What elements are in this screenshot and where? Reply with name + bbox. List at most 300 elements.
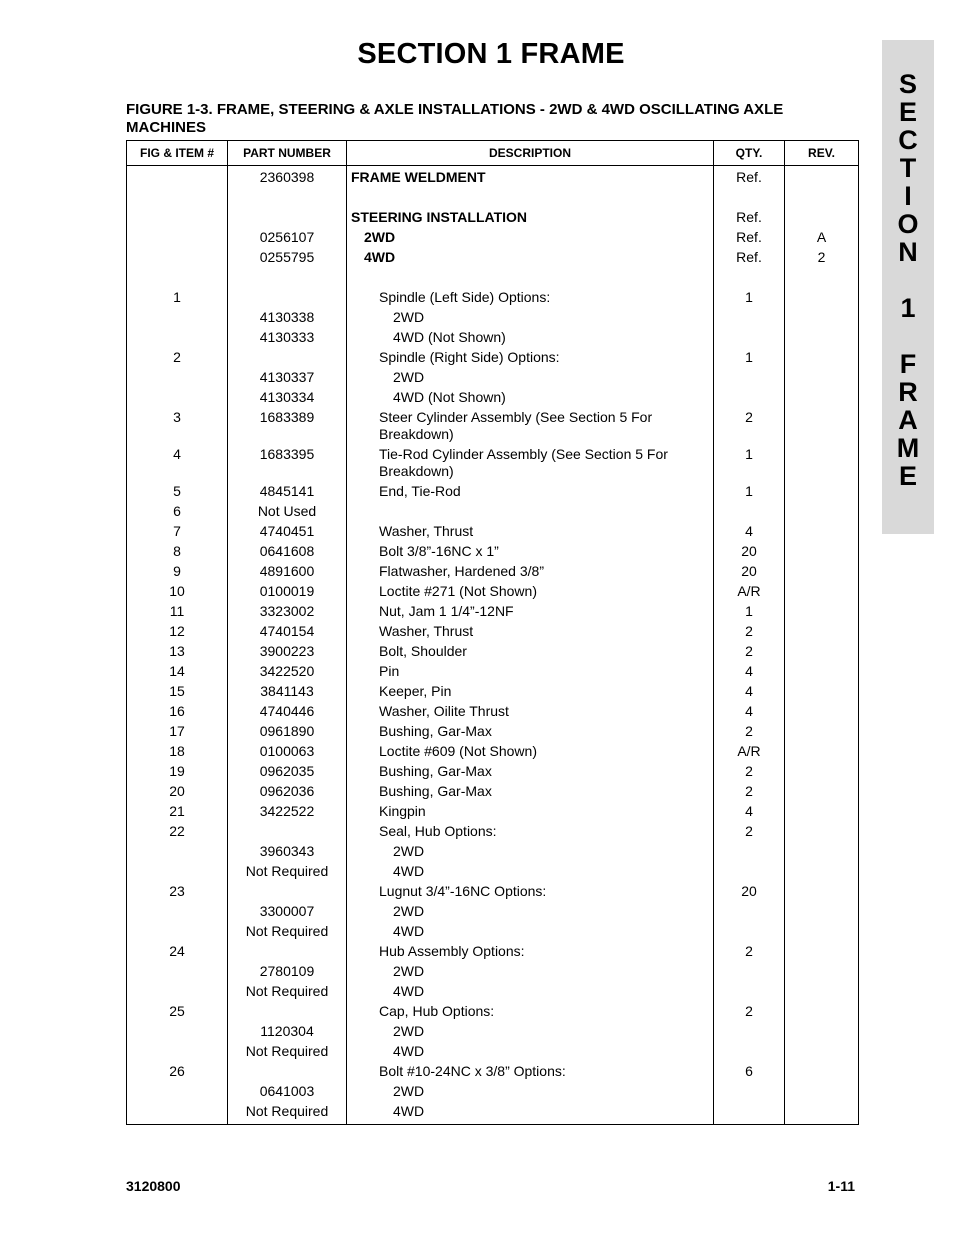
- part-number-cell: [228, 268, 347, 288]
- part-number-cell: 3422522: [228, 802, 347, 822]
- table-row: [127, 862, 859, 882]
- part-number-cell: [228, 1002, 347, 1022]
- qty-cell: 2: [714, 782, 785, 802]
- table-row: [127, 1062, 859, 1082]
- description-cell: Bushing, Gar-Max: [347, 762, 714, 782]
- side-tab-letter: O: [897, 209, 919, 239]
- description-cell: Bushing, Gar-Max: [347, 782, 714, 802]
- description-cell: Steer Cylinder Assembly (See Section 5 For Breakdown): [347, 408, 714, 445]
- qty-cell: 20: [714, 562, 785, 582]
- part-number-cell: 3841143: [228, 682, 347, 702]
- section-side-tab: [882, 40, 934, 534]
- part-number-cell: 3323002: [228, 602, 347, 622]
- fig-item-cell: 17: [127, 722, 228, 742]
- part-number-cell: 2360398: [228, 166, 347, 189]
- description-cell: 4WD: [347, 922, 714, 942]
- column-header-part-number: PART NUMBER: [228, 141, 347, 166]
- table-row: [127, 702, 859, 722]
- qty-cell: [714, 188, 785, 208]
- fig-item-cell: [127, 188, 228, 208]
- part-number-cell: 0255795: [228, 248, 347, 268]
- description-cell: Loctite #609 (Not Shown): [347, 742, 714, 762]
- part-number-cell: [228, 208, 347, 228]
- description-cell: 2WD: [347, 1082, 714, 1102]
- qty-cell: [714, 268, 785, 288]
- qty-cell: [714, 1042, 785, 1062]
- fig-item-cell: 6: [127, 502, 228, 522]
- fig-item-cell: 15: [127, 682, 228, 702]
- fig-item-cell: 19: [127, 762, 228, 782]
- table-row: [127, 1082, 859, 1102]
- part-number-cell: Not Required: [228, 862, 347, 882]
- part-number-cell: 0641003: [228, 1082, 347, 1102]
- side-tab-letter: R: [898, 377, 918, 407]
- side-tab-letter: F: [899, 349, 917, 379]
- table-row: [127, 1042, 859, 1062]
- qty-cell: 4: [714, 702, 785, 722]
- side-tab-letters: [882, 70, 934, 490]
- fig-item-cell: [127, 982, 228, 1002]
- part-number-cell: [228, 348, 347, 368]
- fig-item-cell: [127, 922, 228, 942]
- fig-item-cell: 10: [127, 582, 228, 602]
- rev-cell: [785, 1082, 859, 1102]
- table-row: [127, 602, 859, 622]
- rev-cell: [785, 842, 859, 862]
- table-row: [127, 502, 859, 522]
- fig-item-cell: [127, 1022, 228, 1042]
- rev-cell: [785, 1062, 859, 1082]
- rev-cell: [785, 445, 859, 482]
- table-row: [127, 942, 859, 962]
- part-number-cell: [228, 188, 347, 208]
- table-row: [127, 562, 859, 582]
- table-row: [127, 922, 859, 942]
- table-row: [127, 582, 859, 602]
- qty-cell: 2: [714, 622, 785, 642]
- qty-cell: [714, 922, 785, 942]
- description-cell: Spindle (Left Side) Options:: [347, 288, 714, 308]
- part-number-cell: 4740451: [228, 522, 347, 542]
- qty-cell: A/R: [714, 742, 785, 762]
- side-tab-letter: A: [898, 405, 918, 435]
- table-row: [127, 682, 859, 702]
- part-number-cell: 0100063: [228, 742, 347, 762]
- table-row: [127, 248, 859, 268]
- description-cell: STEERING INSTALLATION: [347, 208, 714, 228]
- rev-cell: [785, 328, 859, 348]
- description-cell: FRAME WELDMENT: [347, 166, 714, 189]
- qty-cell: 2: [714, 942, 785, 962]
- rev-cell: [785, 902, 859, 922]
- fig-item-cell: 16: [127, 702, 228, 722]
- description-cell: 4WD: [347, 1102, 714, 1125]
- part-number-cell: Not Used: [228, 502, 347, 522]
- description-cell: 2WD: [347, 228, 714, 248]
- part-number-cell: [228, 882, 347, 902]
- part-number-cell: 4130334: [228, 388, 347, 408]
- part-number-cell: 4740154: [228, 622, 347, 642]
- table-row: [127, 822, 859, 842]
- fig-item-cell: [127, 368, 228, 388]
- table-row: [127, 542, 859, 562]
- description-cell: Loctite #271 (Not Shown): [347, 582, 714, 602]
- qty-cell: [714, 502, 785, 522]
- description-cell: Bushing, Gar-Max: [347, 722, 714, 742]
- table-row: [127, 782, 859, 802]
- qty-cell: 4: [714, 662, 785, 682]
- rev-cell: [785, 188, 859, 208]
- fig-item-cell: [127, 862, 228, 882]
- fig-item-cell: [127, 228, 228, 248]
- rev-cell: [785, 348, 859, 368]
- description-cell: [347, 502, 714, 522]
- fig-item-cell: 5: [127, 482, 228, 502]
- qty-cell: [714, 368, 785, 388]
- fig-item-cell: 25: [127, 1002, 228, 1022]
- fig-item-cell: 13: [127, 642, 228, 662]
- fig-item-cell: 11: [127, 602, 228, 622]
- rev-cell: [785, 208, 859, 228]
- qty-cell: 2: [714, 822, 785, 842]
- description-cell: 2WD: [347, 902, 714, 922]
- description-cell: Keeper, Pin: [347, 682, 714, 702]
- fig-item-cell: [127, 902, 228, 922]
- table-row: [127, 228, 859, 248]
- qty-cell: [714, 962, 785, 982]
- side-tab-letter: T: [899, 153, 917, 183]
- qty-cell: [714, 902, 785, 922]
- description-cell: 2WD: [347, 962, 714, 982]
- description-cell: Lugnut 3/4”-16NC Options:: [347, 882, 714, 902]
- part-number-cell: [228, 822, 347, 842]
- qty-cell: 2: [714, 762, 785, 782]
- fig-item-cell: 14: [127, 662, 228, 682]
- column-header-qty: QTY.: [714, 141, 785, 166]
- fig-item-cell: 9: [127, 562, 228, 582]
- qty-cell: [714, 842, 785, 862]
- rev-cell: [785, 542, 859, 562]
- table-row: [127, 662, 859, 682]
- qty-cell: Ref.: [714, 248, 785, 268]
- column-header-description: DESCRIPTION: [347, 141, 714, 166]
- description-cell: Washer, Thrust: [347, 622, 714, 642]
- rev-cell: [785, 962, 859, 982]
- rev-cell: [785, 662, 859, 682]
- fig-item-cell: 3: [127, 408, 228, 445]
- table-row: [127, 902, 859, 922]
- rev-cell: [785, 1102, 859, 1125]
- table-row: [127, 408, 859, 445]
- part-number-cell: 0962036: [228, 782, 347, 802]
- fig-item-cell: [127, 1042, 228, 1062]
- fig-item-cell: [127, 962, 228, 982]
- column-header-rev: REV.: [785, 141, 859, 166]
- part-number-cell: 0641608: [228, 542, 347, 562]
- rev-cell: [785, 482, 859, 502]
- part-number-cell: 4845141: [228, 482, 347, 502]
- column-header-fig-item: FIG & ITEM #: [127, 141, 228, 166]
- description-cell: 4WD: [347, 862, 714, 882]
- qty-cell: 2: [714, 1002, 785, 1022]
- table-row: [127, 208, 859, 228]
- rev-cell: [785, 388, 859, 408]
- fig-item-cell: [127, 248, 228, 268]
- fig-item-cell: 8: [127, 542, 228, 562]
- description-cell: End, Tie-Rod: [347, 482, 714, 502]
- table-row: [127, 722, 859, 742]
- section-title: SECTION 1 FRAME: [357, 38, 625, 70]
- table-row: [127, 188, 859, 208]
- qty-cell: 1: [714, 288, 785, 308]
- qty-cell: [714, 388, 785, 408]
- description-cell: Washer, Oilite Thrust: [347, 702, 714, 722]
- fig-item-cell: [127, 268, 228, 288]
- part-number-cell: 1120304: [228, 1022, 347, 1042]
- rev-cell: [785, 522, 859, 542]
- qty-cell: [714, 862, 785, 882]
- side-tab-letter: S: [898, 69, 917, 99]
- table-row: [127, 882, 859, 902]
- rev-cell: [785, 268, 859, 288]
- part-number-cell: 4130338: [228, 308, 347, 328]
- fig-item-cell: [127, 388, 228, 408]
- qty-cell: [714, 1022, 785, 1042]
- table-row: [127, 482, 859, 502]
- qty-cell: 2: [714, 722, 785, 742]
- side-tab-letter: C: [898, 125, 918, 155]
- description-cell: [347, 268, 714, 288]
- rev-cell: A: [785, 228, 859, 248]
- rev-cell: [785, 762, 859, 782]
- rev-cell: [785, 942, 859, 962]
- part-number-cell: 2780109: [228, 962, 347, 982]
- description-cell: 2WD: [347, 308, 714, 328]
- part-number-cell: 4740446: [228, 702, 347, 722]
- document-number: 3120800: [126, 1178, 181, 1194]
- fig-item-cell: 18: [127, 742, 228, 762]
- part-number-cell: 3422520: [228, 662, 347, 682]
- table-row: [127, 388, 859, 408]
- table-row: [127, 328, 859, 348]
- fig-item-cell: 2: [127, 348, 228, 368]
- table-row: [127, 308, 859, 328]
- part-number-cell: Not Required: [228, 1102, 347, 1125]
- table-row: [127, 982, 859, 1002]
- qty-cell: 4: [714, 802, 785, 822]
- table-row: [127, 842, 859, 862]
- table-row: [127, 742, 859, 762]
- description-cell: Nut, Jam 1 1/4”-12NF: [347, 602, 714, 622]
- fig-item-cell: [127, 208, 228, 228]
- qty-cell: 1: [714, 445, 785, 482]
- qty-cell: 20: [714, 542, 785, 562]
- fig-item-cell: [127, 308, 228, 328]
- table-row: [127, 762, 859, 782]
- qty-cell: 6: [714, 1062, 785, 1082]
- part-number-cell: 0961890: [228, 722, 347, 742]
- rev-cell: [785, 582, 859, 602]
- rev-cell: [785, 802, 859, 822]
- side-tab-letter: N: [898, 237, 918, 267]
- table-row: [127, 368, 859, 388]
- description-cell: 4WD: [347, 248, 714, 268]
- rev-cell: [785, 308, 859, 328]
- rev-cell: [785, 822, 859, 842]
- part-number-cell: [228, 942, 347, 962]
- rev-cell: [785, 722, 859, 742]
- figure-caption: FIGURE 1-3. FRAME, STEERING & AXLE INSTALLATIONS - 2WD & 4WD OSCILLATING AXLE MACHINES: [126, 101, 784, 136]
- table-row: [127, 1002, 859, 1022]
- fig-item-cell: [127, 328, 228, 348]
- description-cell: Spindle (Right Side) Options:: [347, 348, 714, 368]
- rev-cell: [785, 982, 859, 1002]
- table-row: [127, 1102, 859, 1125]
- side-tab-letter: I: [904, 181, 912, 211]
- fig-item-cell: 20: [127, 782, 228, 802]
- part-number-cell: Not Required: [228, 922, 347, 942]
- rev-cell: [785, 882, 859, 902]
- parts-table-body: [127, 166, 859, 1125]
- part-number-cell: [228, 288, 347, 308]
- fig-item-cell: 21: [127, 802, 228, 822]
- qty-cell: 1: [714, 602, 785, 622]
- fig-item-cell: 26: [127, 1062, 228, 1082]
- fig-item-cell: 1: [127, 288, 228, 308]
- table-row: [127, 348, 859, 368]
- qty-cell: [714, 982, 785, 1002]
- rev-cell: 2: [785, 248, 859, 268]
- table-row: [127, 166, 859, 189]
- page-number: 1-11: [827, 1178, 855, 1194]
- description-cell: Bolt 3/8”-16NC x 1”: [347, 542, 714, 562]
- fig-item-cell: 7: [127, 522, 228, 542]
- part-number-cell: 4130333: [228, 328, 347, 348]
- rev-cell: [785, 642, 859, 662]
- rev-cell: [785, 1002, 859, 1022]
- fig-item-cell: [127, 1082, 228, 1102]
- qty-cell: 20: [714, 882, 785, 902]
- part-number-cell: 1683389: [228, 408, 347, 445]
- qty-cell: [714, 1102, 785, 1125]
- part-number-cell: 0100019: [228, 582, 347, 602]
- description-cell: Kingpin: [347, 802, 714, 822]
- part-number-cell: Not Required: [228, 1042, 347, 1062]
- qty-cell: 2: [714, 408, 785, 445]
- part-number-cell: [228, 1062, 347, 1082]
- description-cell: Pin: [347, 662, 714, 682]
- rev-cell: [785, 702, 859, 722]
- part-number-cell: 3300007: [228, 902, 347, 922]
- table-row: [127, 622, 859, 642]
- rev-cell: [785, 562, 859, 582]
- qty-cell: [714, 308, 785, 328]
- rev-cell: [785, 368, 859, 388]
- side-tab-letter: 1: [900, 293, 916, 323]
- fig-item-cell: 4: [127, 445, 228, 482]
- rev-cell: [785, 742, 859, 762]
- side-tab-letter: E: [898, 461, 917, 491]
- qty-cell: 1: [714, 482, 785, 502]
- qty-cell: [714, 1082, 785, 1102]
- table-row: [127, 802, 859, 822]
- qty-cell: Ref.: [714, 166, 785, 189]
- fig-item-cell: 12: [127, 622, 228, 642]
- table-row: [127, 1022, 859, 1042]
- qty-cell: 4: [714, 682, 785, 702]
- part-number-cell: Not Required: [228, 982, 347, 1002]
- rev-cell: [785, 922, 859, 942]
- part-number-cell: 3900223: [228, 642, 347, 662]
- qty-cell: 2: [714, 642, 785, 662]
- description-cell: 4WD (Not Shown): [347, 388, 714, 408]
- table-row: [127, 522, 859, 542]
- table-row: [127, 268, 859, 288]
- side-tab-letter: M: [896, 433, 920, 463]
- qty-cell: Ref.: [714, 228, 785, 248]
- qty-cell: [714, 328, 785, 348]
- rev-cell: [785, 682, 859, 702]
- rev-cell: [785, 288, 859, 308]
- rev-cell: [785, 602, 859, 622]
- qty-cell: 4: [714, 522, 785, 542]
- rev-cell: [785, 408, 859, 445]
- description-cell: Hub Assembly Options:: [347, 942, 714, 962]
- table-row: [127, 642, 859, 662]
- fig-item-cell: [127, 1102, 228, 1125]
- rev-cell: [785, 862, 859, 882]
- rev-cell: [785, 622, 859, 642]
- fig-item-cell: [127, 166, 228, 189]
- fig-item-cell: 24: [127, 942, 228, 962]
- description-cell: 4WD: [347, 1042, 714, 1062]
- part-number-cell: 0962035: [228, 762, 347, 782]
- parts-table-header: [127, 141, 859, 166]
- rev-cell: [785, 502, 859, 522]
- qty-cell: A/R: [714, 582, 785, 602]
- qty-cell: Ref.: [714, 208, 785, 228]
- description-cell: Bolt #10-24NC x 3/8” Options:: [347, 1062, 714, 1082]
- table-row: [127, 445, 859, 482]
- description-cell: Tie-Rod Cylinder Assembly (See Section 5 For Breakdown): [347, 445, 714, 482]
- part-number-cell: 0256107: [228, 228, 347, 248]
- description-cell: 2WD: [347, 1022, 714, 1042]
- description-cell: [347, 188, 714, 208]
- rev-cell: [785, 1022, 859, 1042]
- description-cell: Cap, Hub Options:: [347, 1002, 714, 1022]
- rev-cell: [785, 166, 859, 189]
- description-cell: 4WD (Not Shown): [347, 328, 714, 348]
- description-cell: 4WD: [347, 982, 714, 1002]
- side-tab-letter: E: [898, 97, 917, 127]
- description-cell: Seal, Hub Options:: [347, 822, 714, 842]
- fig-item-cell: [127, 842, 228, 862]
- rev-cell: [785, 782, 859, 802]
- description-cell: Washer, Thrust: [347, 522, 714, 542]
- table-row: [127, 288, 859, 308]
- rev-cell: [785, 1042, 859, 1062]
- fig-item-cell: 23: [127, 882, 228, 902]
- table-row: [127, 962, 859, 982]
- part-number-cell: 1683395: [228, 445, 347, 482]
- description-cell: 2WD: [347, 842, 714, 862]
- part-number-cell: 3960343: [228, 842, 347, 862]
- qty-cell: 1: [714, 348, 785, 368]
- part-number-cell: 4130337: [228, 368, 347, 388]
- part-number-cell: 4891600: [228, 562, 347, 582]
- fig-item-cell: 22: [127, 822, 228, 842]
- description-cell: Bolt, Shoulder: [347, 642, 714, 662]
